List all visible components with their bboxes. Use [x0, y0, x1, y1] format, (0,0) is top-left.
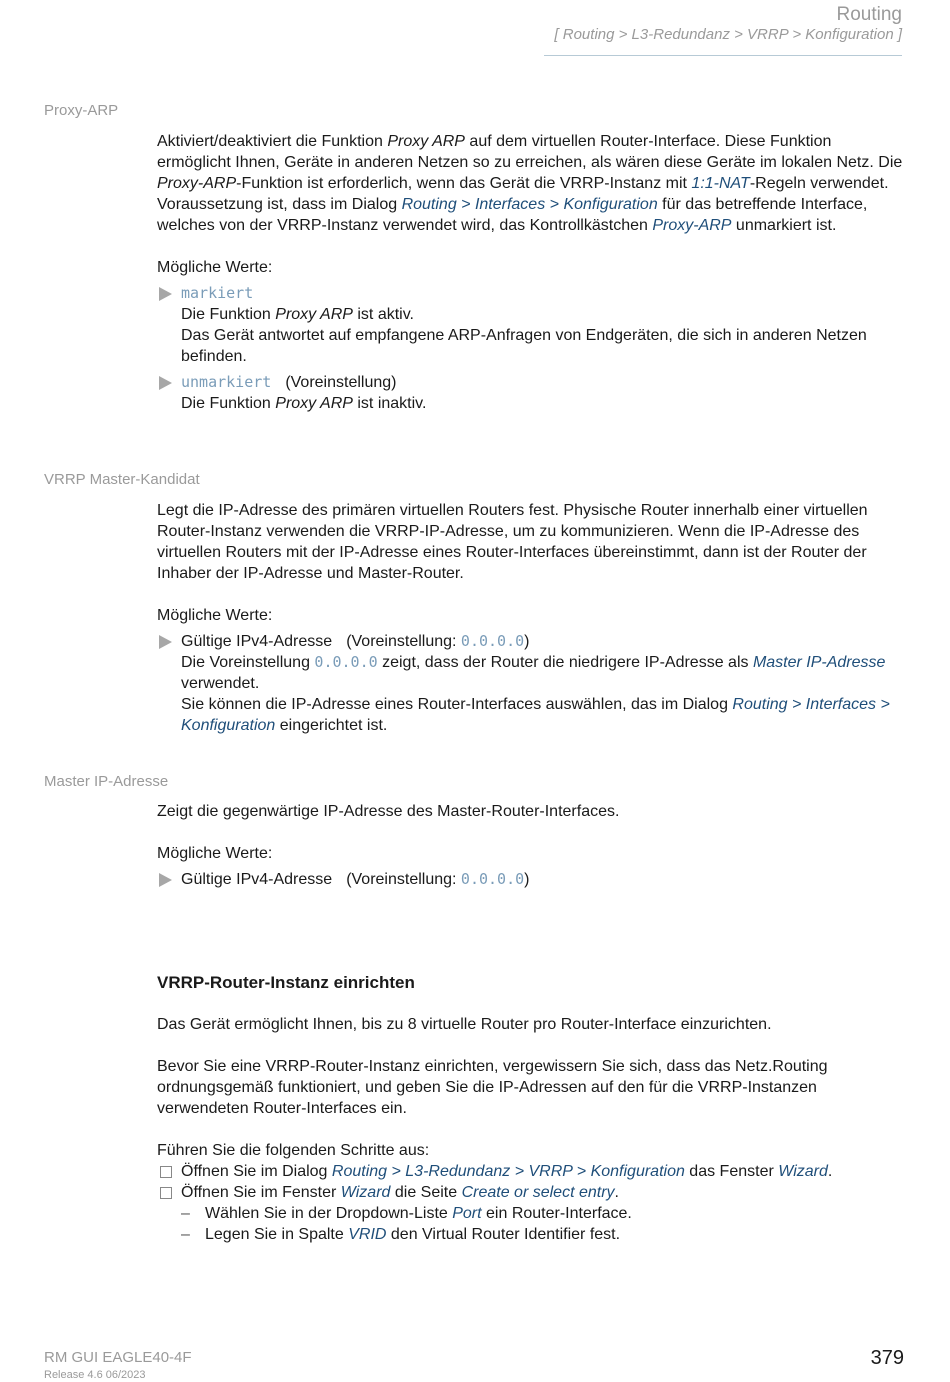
link-wizard[interactable]: Wizard — [778, 1163, 828, 1180]
proxy-arp-description — [157, 131, 907, 414]
section-paragraph: Bevor Sie eine VRRP-Router-Instanz einrichten, vergewissern Sie sich, dass das Netz.Routing ordnungsgemäß funktioniert, und geben Sie die IP-Adressen auf den für die VRRP-Instanzen verwendeten Router-Interfaces ein. — [157, 1058, 828, 1117]
master-kandidat-description — [157, 500, 907, 736]
list-item: markiert Die Funktion Proxy ARP ist aktiv. Das Gerät antwortet auf empfangene ARP-Anfragen von Endgeräten, die sich in anderen Netzen befinden. — [157, 283, 907, 367]
values-list — [157, 283, 907, 414]
link-routing-interfaces-konfiguration[interactable]: Routing > Interfaces > Konfiguration — [401, 196, 658, 213]
triangle-bullet-icon — [159, 287, 172, 301]
value-code: unmarkiert — [181, 373, 272, 391]
param-label-proxy-arp: Proxy-ARP — [44, 102, 119, 119]
param-label-master-ip: Master IP-Adresse — [44, 773, 169, 790]
value-description: Das Gerät antwortet auf empfangene ARP-Anfragen von Endgeräten, die sich in anderen Netzen befinden. — [181, 327, 867, 365]
link-port[interactable]: Port — [452, 1205, 482, 1222]
list-item: Gültige IPv4-Adresse (Voreinstellung: 0.0.0.0) Die Voreinstellung 0.0.0.0 zeigt, dass der Router die niedrigere IP-Adresse als Master IP-Adresse verwendet. Sie können die IP-Adresse eines Router-Interfaces auswählen, das im Dialog Routing > Interfaces > Konfiguration eingerichtet ist. — [157, 631, 907, 736]
header-divider — [544, 55, 902, 56]
steps-list — [157, 1161, 907, 1245]
list-item: – Wählen Sie in der Dropdown-Liste Port ein Router-Interface. — [181, 1205, 632, 1222]
section-instance-setup — [157, 972, 907, 1245]
link-master-ip-adresse[interactable]: Master IP-Adresse — [752, 654, 886, 671]
term-proxy-arp: Proxy ARP — [387, 133, 465, 150]
values-heading: Mögliche Werte: — [157, 607, 273, 624]
dash-bullet-icon: – — [181, 1205, 190, 1222]
link-proxy-arp[interactable]: Proxy-ARP — [652, 217, 732, 234]
triangle-bullet-icon — [159, 376, 172, 390]
footer-document-name: RM GUI EAGLE40-4F — [44, 1349, 192, 1366]
list-item: Öffnen Sie im Dialog Routing > L3-Redundanz > VRRP > Konfiguration das Fenster Wizard. — [157, 1161, 907, 1182]
default-note: (Voreinstellung) — [285, 374, 397, 391]
values-heading: Mögliche Werte: — [157, 259, 273, 276]
dash-bullet-icon: – — [181, 1226, 190, 1243]
link-vrid[interactable]: VRID — [348, 1226, 387, 1243]
link-1-1-nat[interactable]: 1:1-NAT — [691, 175, 750, 192]
list-item: unmarkiert (Voreinstellung) Die Funktion Proxy ARP ist inaktiv. — [157, 372, 907, 414]
section-paragraph: Das Gerät ermöglicht Ihnen, bis zu 8 virtuelle Router pro Router-Interface einzurichten. — [157, 1016, 772, 1033]
link-create-or-select-entry[interactable]: Create or select entry — [461, 1184, 615, 1201]
values-list — [157, 869, 907, 890]
checkbox-icon — [160, 1166, 172, 1178]
footer-release: Release 4.6 06/2023 — [44, 1369, 146, 1381]
value-code: markiert — [181, 284, 254, 302]
section-heading: VRRP-Router-Instanz einrichten — [157, 973, 415, 992]
page-number: 379 — [870, 1347, 904, 1369]
header-title: Routing — [836, 4, 902, 25]
checkbox-icon — [160, 1187, 172, 1199]
triangle-bullet-icon — [159, 635, 172, 649]
link-wizard[interactable]: Wizard — [340, 1184, 391, 1201]
steps-intro: Führen Sie die folgenden Schritte aus: — [157, 1142, 430, 1159]
values-list — [157, 631, 907, 736]
master-ip-description — [157, 801, 907, 890]
breadcrumb: [ Routing > L3-Redundanz > VRRP > Konfiguration ] — [554, 26, 902, 43]
master-ip-paragraph: Zeigt die gegenwärtige IP-Adresse des Master-Router-Interfaces. — [157, 803, 620, 820]
link-routing-interfaces-konfiguration[interactable]: Routing > Interfaces > Konfiguration — [181, 696, 890, 734]
list-item: – Legen Sie in Spalte VRID den Virtual Router Identifier fest. — [181, 1226, 621, 1243]
master-kandidat-paragraph: Legt die IP-Adresse des primären virtuellen Routers fest. Physische Router innerhalb einer virtuellen Router-Instanz verwenden die VRRP-IP-Adresse, um zu kommunizieren. Wenn die IP-Adresse des virtuellen Routers mit der IP-Adresse eines Router-Interfaces übereinstimmt, dann ist der Router der Inhaber der IP-Adresse und Master-Router. — [157, 502, 868, 582]
substeps-list — [181, 1203, 907, 1245]
proxy-arp-paragraph: Aktiviert/deaktiviert die Funktion Proxy ARP auf dem virtuellen Router-Interface. Diese Funktion ermöglicht Ihnen, Geräte in anderen Netzen so zu erreichen, als wären diese Geräte im lokalen Netz. Die Proxy-ARP-Funktion ist erforderlich, wenn das Gerät die VRRP-Instanz mit 1:1-NAT-Regeln verwendet. Voraussetzung ist, dass im Dialog Routing > Interfaces > Konfiguration für das betreffende Interface, welches von der VRRP-Instanz verwendet wird, das Kontrollkästchen Proxy-ARP unmarkiert ist. — [157, 133, 903, 234]
link-vrrp-konfiguration[interactable]: Routing > L3-Redundanz > VRRP > Konfiguration — [331, 1163, 685, 1180]
list-item: Öffnen Sie im Fenster Wizard die Seite Create or select entry. – Wählen Sie in der Dropdown-Liste Port ein Router-Interface. – Legen Sie in Spalte VRID den Virtual Router Identifier fest. — [157, 1182, 907, 1245]
triangle-bullet-icon — [159, 873, 172, 887]
param-label-master-kandidat: VRRP Master-Kandidat — [44, 471, 200, 488]
values-heading: Mögliche Werte: — [157, 845, 273, 862]
list-item: Gültige IPv4-Adresse (Voreinstellung: 0.0.0.0) — [157, 869, 907, 890]
term-proxy-arp: Proxy-ARP — [157, 175, 237, 192]
